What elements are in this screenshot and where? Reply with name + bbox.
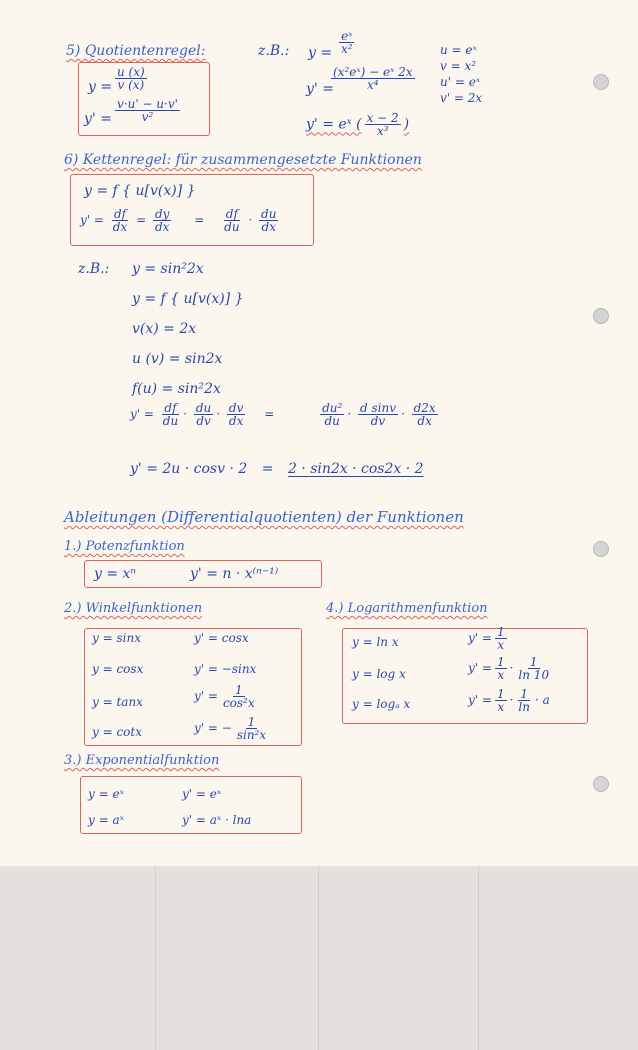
numerator: 1 (529, 655, 538, 669)
example-line: y = sin²2x (132, 261, 204, 277)
formula-text: y' = 2u · cosv · 2 (130, 461, 248, 477)
formula-text: y' = (468, 661, 492, 675)
numerator: 1 (234, 683, 243, 697)
formula-text: y = eˣ (88, 787, 124, 801)
numerator: x − 2 (366, 111, 399, 125)
formula-text: y = ln x (352, 635, 399, 649)
numerator: dv (228, 401, 244, 415)
formula-text: y' = (468, 693, 492, 707)
denominator: cos²x (222, 696, 255, 710)
formula-text: 2 · sin2x · cos2x · 2 (287, 461, 424, 477)
numerator: 1 (496, 687, 505, 701)
numerator: dy (154, 207, 170, 221)
formula-text: = (136, 213, 147, 227)
numerator: df (164, 401, 177, 415)
formula-text: y = xⁿ (94, 566, 137, 582)
numerator: 1 (520, 687, 529, 701)
formula-text: y = logₐ x (352, 697, 411, 711)
denominator: sin²x (236, 728, 267, 742)
example-label: z.B.: (258, 43, 290, 59)
subheading-exp-functions: 3.) Exponentialfunktion (64, 753, 220, 768)
formula-text: y = (308, 45, 333, 61)
denominator: dx (112, 220, 128, 234)
formula-text: y' = cosx (194, 631, 249, 645)
example-line: u (v) = sin2x (132, 351, 223, 367)
denominator: x (497, 700, 505, 714)
formula-text: y' = −sinx (194, 662, 257, 676)
substitution-line: u = eˣ (440, 43, 477, 57)
formula-text: y = tanx (92, 695, 143, 709)
numerator: du² (322, 401, 343, 415)
formula-text: = (264, 407, 275, 421)
page-seam (155, 866, 156, 1050)
denominator: v (x) (117, 78, 145, 92)
punch-hole (593, 541, 609, 557)
formula-text: y' = (306, 81, 334, 97)
punch-hole (593, 308, 609, 324)
denominator: du (324, 414, 340, 428)
formula-text: = (194, 213, 205, 227)
chain-example-formula: y' = $\frac{df}{du}$ · $\frac{du}{dv}$ · $\frac{dv}{dx}$ = $\frac{\text{du²}}{du}$ · $\frac{\text{d sinv}}{dv}$ · $\frac{d2x}{dx}$ (130, 401, 436, 428)
denominator: dx (417, 414, 432, 428)
denominator: x³ (376, 124, 389, 138)
denominator: x² (341, 42, 353, 56)
formula-text: y' = (130, 407, 154, 421)
numerator: df (225, 207, 238, 221)
formula-text: y = cotx (92, 725, 142, 739)
page-seam (478, 866, 479, 1050)
substitution-line: v' = 2x (440, 91, 483, 105)
denominator: du (224, 220, 240, 234)
denominator: dx (261, 220, 276, 234)
formula-text: y' = − (194, 721, 232, 735)
subheading-power-function: 1.) Potenzfunktion (64, 539, 185, 554)
fraction (112, 66, 150, 91)
denominator: dv (370, 414, 386, 428)
numerator: 1 (496, 655, 505, 669)
numerator: d sinv (359, 401, 396, 415)
fraction (328, 66, 418, 91)
example-line: y = f { u[v(x)] } (132, 291, 244, 307)
denominator: dv (196, 414, 211, 428)
formula-text: ) (403, 116, 410, 133)
formula-text: y' = n · x⁽ⁿ⁻¹⁾ (190, 566, 279, 582)
formula-text: y' = eˣ ( (306, 116, 362, 133)
denominator: ln (518, 700, 530, 714)
formula-text: y = (88, 79, 113, 95)
formula-text: y = f { u[v(x)] } (84, 183, 196, 199)
numerator: du (261, 207, 277, 221)
denominator: x (497, 668, 505, 682)
example-label: z.B.: (78, 261, 110, 277)
formula-text (306, 112, 409, 137)
denominator: x⁴ (367, 78, 379, 92)
punch-hole (593, 776, 609, 792)
numerator: 1 (496, 625, 505, 639)
substitution-line: v = x² (440, 59, 477, 73)
numerator: (x²eˣ) − eˣ 2x (333, 65, 413, 79)
formula-text: · (248, 213, 253, 227)
formula-text: y = sinx (92, 631, 141, 645)
formula-text: y' = eˣ (182, 787, 222, 801)
result-line (130, 462, 424, 476)
numerator: v·u' − u·v' (117, 97, 178, 111)
formula-text: y = cosx (92, 662, 144, 676)
denominator: dx (228, 414, 244, 428)
lower-page-background (0, 866, 638, 1050)
tan-derivative (194, 684, 260, 709)
formula-text: y' = (84, 111, 112, 127)
denominator: du (162, 414, 179, 428)
denominator: dx (154, 220, 170, 234)
loga-derivative: y' = $\frac{1}{x}$ · $\frac{1}{\ln}$ · a (468, 687, 550, 714)
example-line: v(x) = 2x (132, 321, 197, 337)
numerator: d2x (413, 401, 436, 415)
formula-text: y' = (194, 689, 218, 703)
cot-derivative (194, 716, 271, 741)
page-seam (318, 866, 319, 1050)
example-line: f(u) = sin²2x (132, 381, 221, 397)
fraction (112, 98, 183, 123)
section-title-quotient-rule: 5) Quotientenregel: (66, 43, 206, 59)
heading-derivatives: Ableitungen (Differentialquotienten) der Funktionen (64, 508, 464, 526)
numerator: eˣ (341, 29, 353, 43)
formula-text: y = log x (352, 667, 406, 681)
formula-text: y = aˣ (88, 813, 124, 827)
numerator: df (113, 207, 127, 221)
substitution-line: u' = eˣ (440, 75, 481, 89)
formula-text: y' = (80, 213, 104, 227)
formula-text: y' = (468, 631, 492, 645)
formula-text: · a (535, 693, 550, 707)
numerator: 1 (247, 715, 256, 729)
denominator: v² (141, 110, 154, 124)
fraction (336, 30, 358, 55)
denominator: ln 10 (518, 668, 550, 682)
log-derivative: y' = $\frac{1}{x}$ · $\frac{1}{\ln 10}$ (468, 655, 550, 682)
numerator: du (195, 401, 212, 415)
section-title-chain-rule: 6) Kettenregel: für zusammengesetzte Funktionen (64, 152, 422, 168)
ln-derivative (468, 626, 510, 651)
chain-rule-formula (80, 208, 281, 233)
denominator: x (497, 638, 505, 652)
numerator: u (x) (117, 65, 145, 79)
subheading-trig-functions: 2.) Winkelfunktionen (64, 601, 203, 616)
punch-hole (593, 74, 609, 90)
subheading-log-functions: 4.) Logarithmenfunktion (326, 601, 488, 616)
formula-text: = (261, 461, 274, 477)
formula-text: y' = aˣ · lna (182, 813, 252, 827)
